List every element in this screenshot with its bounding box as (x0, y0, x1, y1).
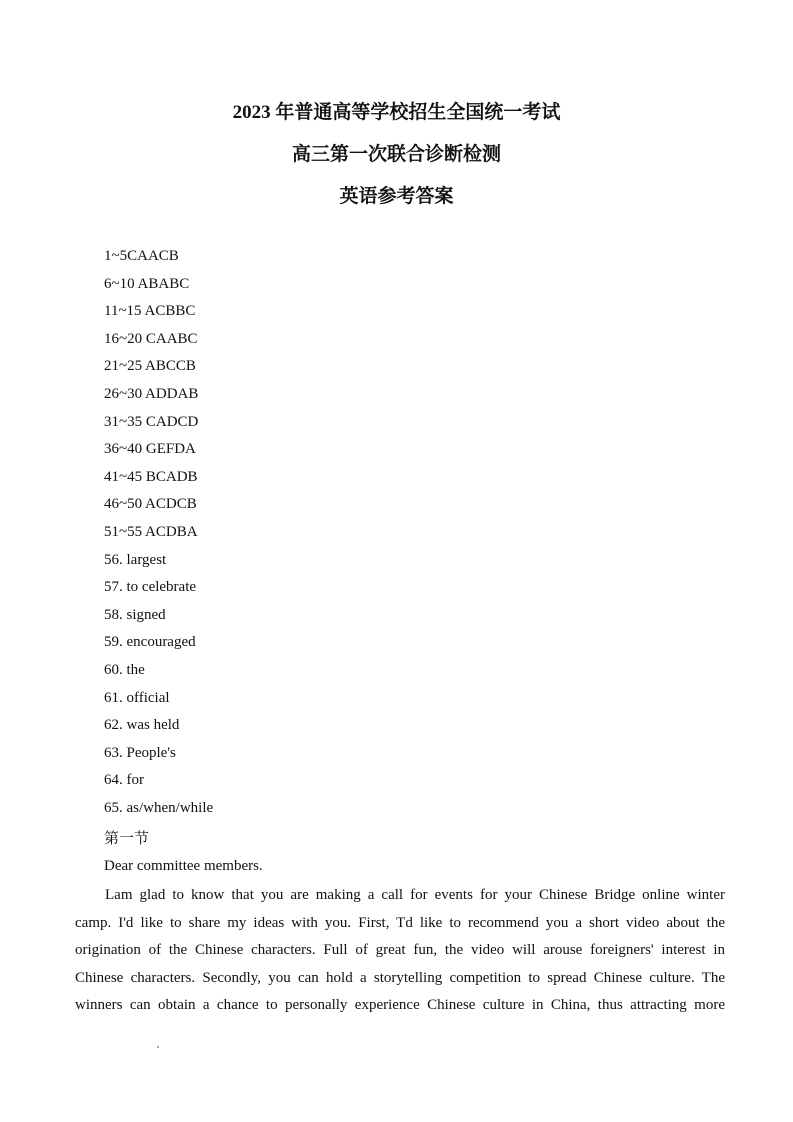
answer-item: 46~50 ACDCB (104, 496, 197, 513)
answer-item: 11~15 ACBBC (104, 303, 196, 320)
essay-line: Lam glad to know that you are making a call for events for your Chinese Bridge online winter (105, 887, 725, 903)
exam-title: 2023 年普通高等学校招生全国统一考试 (232, 102, 561, 123)
answer-item: 57. to celebrate (104, 579, 197, 596)
answer-list (104, 245, 213, 824)
answer-item: 36~40 GEFDA (104, 441, 196, 458)
answer-item: 56. largest (104, 551, 167, 568)
answer-item: 16~20 CAABC (104, 330, 198, 347)
answer-item: 62. was held (104, 717, 180, 734)
essay-line: winners can obtain a chance to personally experience Chinese culture in China, thus attracting more (75, 997, 725, 1013)
document-heading: 英语参考答案 (339, 186, 454, 207)
answer-item: 65. as/when/while (104, 799, 214, 816)
answer-item: 26~30 ADDAB (104, 385, 199, 402)
stray-mark (157, 1046, 159, 1048)
answer-item: 59. encouraged (104, 634, 196, 651)
answer-item: 6~10 ABABC (104, 275, 190, 292)
letter-salutation: Dear committee members. (104, 858, 263, 874)
essay-line: camp. I'd like to share my ideas with you. First, Td like to recommend you a short video about the (75, 915, 725, 931)
answer-item: 63. People's (104, 744, 176, 761)
answer-item: 41~45 BCADB (104, 468, 198, 485)
essay-line: origination of the Chinese characters. Full of great fun, the video will arouse foreigners' interest in (75, 942, 725, 958)
answer-item: 60. the (104, 661, 145, 678)
answer-item: 58. signed (104, 606, 166, 623)
answer-item: 64. for (104, 772, 144, 789)
answer-item: 61. official (104, 689, 170, 706)
answer-item: 21~25 ABCCB (104, 358, 196, 375)
answer-item: 31~35 CADCD (104, 413, 199, 430)
section-label: 第一节 (104, 831, 150, 847)
essay-line: Chinese characters. Secondly, you can hold a storytelling competition to spread Chinese culture. The (75, 970, 725, 986)
exam-subtitle: 高三第一次联合诊断检测 (291, 144, 501, 165)
answer-item: 51~55 ACDBA (104, 523, 198, 540)
answer-item: 1~5CAACB (104, 248, 179, 264)
